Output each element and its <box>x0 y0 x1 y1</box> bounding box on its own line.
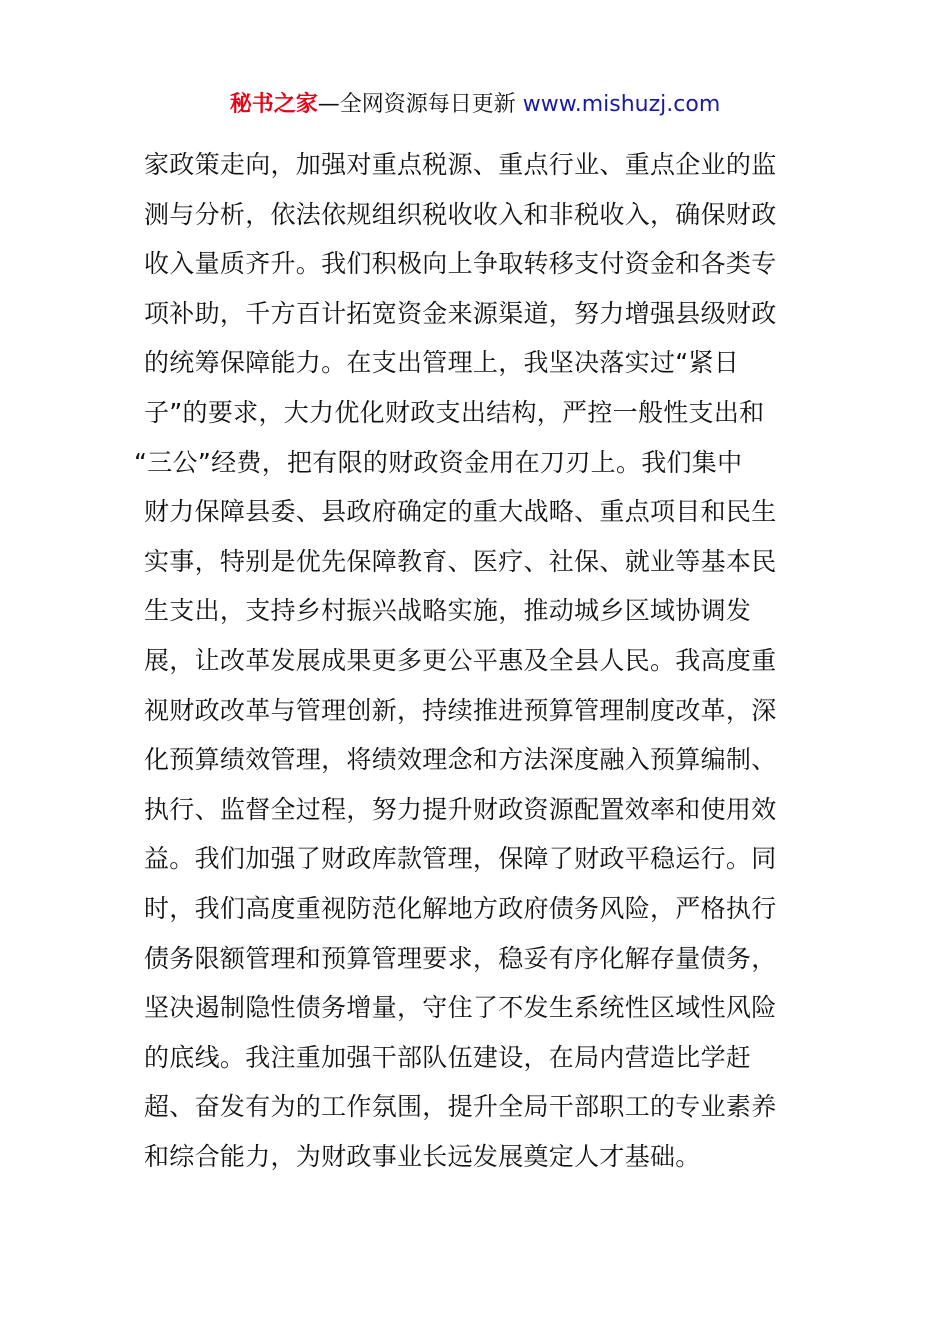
text-line: 坚决遏制隐性债务增量，守住了不发生系统性区域性风险 <box>144 993 777 1023</box>
text-line: 测与分析，依法依规组织税收收入和非税收入，确保财政 <box>144 199 777 229</box>
text-line: 家政策走向，加强对重点税源、重点行业、重点企业的监 <box>144 150 777 179</box>
text-line: 生支出，支持乡村振兴战略实施，推动城乡区域协调发 <box>144 596 752 626</box>
text-line: 的统筹保障能力。在支出管理上，我坚决落实过“紧日 <box>144 348 740 378</box>
text-line: 项补助，千方百计拓宽资金来源渠道，努力增强县级财政 <box>144 298 777 328</box>
brand-name: 秘书之家 <box>229 92 318 117</box>
text-line: 超、奋发有为的工作氛围，提升全局干部职工的专业素养 <box>144 1092 777 1122</box>
text-line: 视财政改革与管理创新，持续推进预算管理制度改革，深 <box>144 695 777 725</box>
document-body <box>134 140 814 1181</box>
text-line: 的底线。我注重加强干部队伍建设，在局内营造比学赶 <box>144 1042 752 1072</box>
text-line: 实事，特别是优先保障教育、医疗、社保、就业等基本民 <box>144 546 777 576</box>
text-line: 执行、监督全过程，努力提升财政资源配置效率和使用效 <box>144 794 777 824</box>
website-link[interactable]: www.mishuzj.com <box>522 92 721 117</box>
text-line: 收入量质齐升。我们积极向上争取转移支付资金和各类专 <box>144 249 777 279</box>
header-slogan: 全网资源每日更新 <box>339 92 516 117</box>
text-line: 时，我们高度重视防范化解地方政府债务风险，严格执行 <box>144 893 777 923</box>
header-dash: — <box>317 92 340 117</box>
text-line: 化预算绩效管理，将绩效理念和方法深度融入预算编制、 <box>144 745 777 775</box>
text-line: 益。我们加强了财政库款管理，保障了财政平稳运行。同 <box>144 844 777 874</box>
text-line: 债务限额管理和预算管理要求，稳妥有序化解存量债务， <box>144 943 777 973</box>
text-line: 展，让改革发展成果更多更公平惠及全县人民。我高度重 <box>144 645 777 675</box>
text-line: 子”的要求，大力优化财政支出结构，严控一般性支出和 <box>144 397 765 427</box>
text-line: 和综合能力，为财政事业长远发展奠定人才基础。 <box>144 1141 701 1171</box>
page-header <box>0 88 950 122</box>
text-line: 财力保障县委、县政府确定的重大战略、重点项目和民生 <box>144 497 777 527</box>
text-line: “三公”经费，把有限的财政资金用在刀刃上。我们集中 <box>134 447 743 477</box>
